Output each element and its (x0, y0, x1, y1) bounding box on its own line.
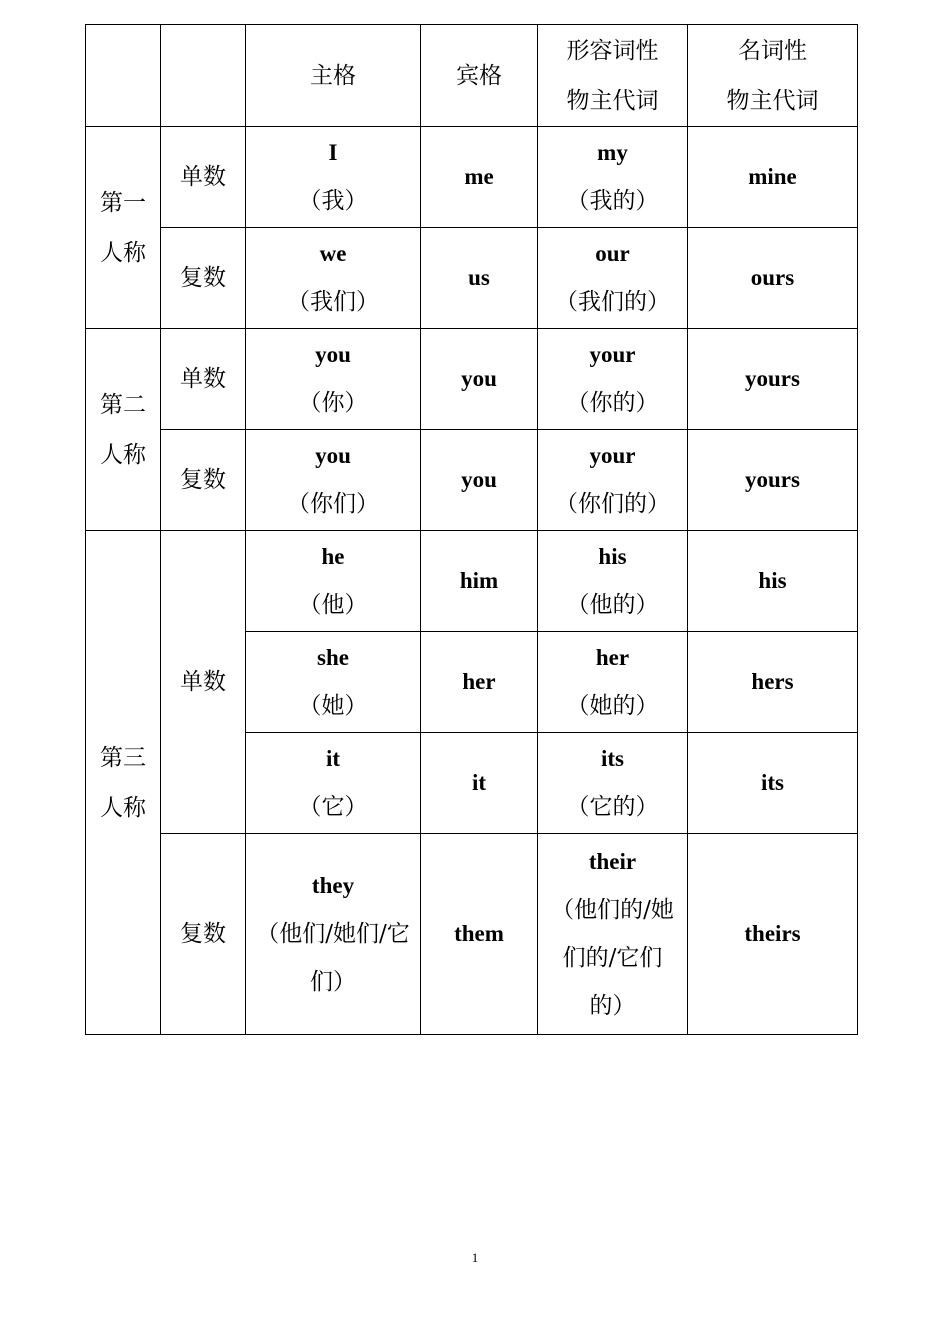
number-label: 复数 (161, 228, 246, 329)
noun-cell: ours (688, 228, 858, 329)
table-row (86, 228, 858, 329)
subject-cell: it （它） (246, 733, 421, 834)
number-label: 复数 (161, 430, 246, 531)
subject-cell: you （你） (246, 329, 421, 430)
header-subject: 主格 (246, 25, 421, 127)
number-label: 单数 (161, 329, 246, 430)
header-adj-possessive: 形容词性 物主代词 (538, 25, 688, 127)
number-label: 复数 (161, 834, 246, 1035)
subject-cell: we （我们） (246, 228, 421, 329)
header-object: 宾格 (421, 25, 538, 127)
subject-cell: I （我） (246, 127, 421, 228)
object-cell: him (421, 531, 538, 632)
subject-cell: they （他们/她们/它 们） (246, 834, 421, 1035)
header-empty-2 (161, 25, 246, 127)
page-number: 1 (471, 1250, 479, 1265)
noun-cell: theirs (688, 834, 858, 1035)
table-row (86, 127, 858, 228)
noun-cell: mine (688, 127, 858, 228)
adj-cell: my （我的） (538, 127, 688, 228)
noun-cell: yours (688, 329, 858, 430)
pronoun-table (85, 24, 858, 1035)
object-cell: them (421, 834, 538, 1035)
object-cell: it (421, 733, 538, 834)
adj-cell: their （他们的/她 们的/它们 的） (538, 834, 688, 1035)
object-cell: you (421, 430, 538, 531)
first-person-label: 第一 人称 (86, 127, 161, 329)
subject-cell: you （你们） (246, 430, 421, 531)
adj-cell: his （他的） (538, 531, 688, 632)
object-cell: her (421, 632, 538, 733)
noun-cell: yours (688, 430, 858, 531)
adj-cell: its （它的） (538, 733, 688, 834)
object-cell: you (421, 329, 538, 430)
adj-cell: your （你们的） (538, 430, 688, 531)
table-row (86, 329, 858, 430)
number-label: 单数 (161, 127, 246, 228)
table-row (86, 430, 858, 531)
object-cell: us (421, 228, 538, 329)
number-label: 单数 (161, 531, 246, 834)
object-cell: me (421, 127, 538, 228)
adj-cell: her （她的） (538, 632, 688, 733)
subject-cell: he （他） (246, 531, 421, 632)
table-row (86, 531, 858, 632)
noun-cell: hers (688, 632, 858, 733)
noun-cell: its (688, 733, 858, 834)
table-row (86, 834, 858, 1035)
adj-cell: your （你的） (538, 329, 688, 430)
adj-cell: our （我们的） (538, 228, 688, 329)
noun-cell: his (688, 531, 858, 632)
header-noun-possessive: 名词性 物主代词 (688, 25, 858, 127)
header-row (86, 25, 858, 127)
third-person-label: 第三 人称 (86, 531, 161, 1035)
second-person-label: 第二 人称 (86, 329, 161, 531)
subject-cell: she （她） (246, 632, 421, 733)
header-empty-1 (86, 25, 161, 127)
